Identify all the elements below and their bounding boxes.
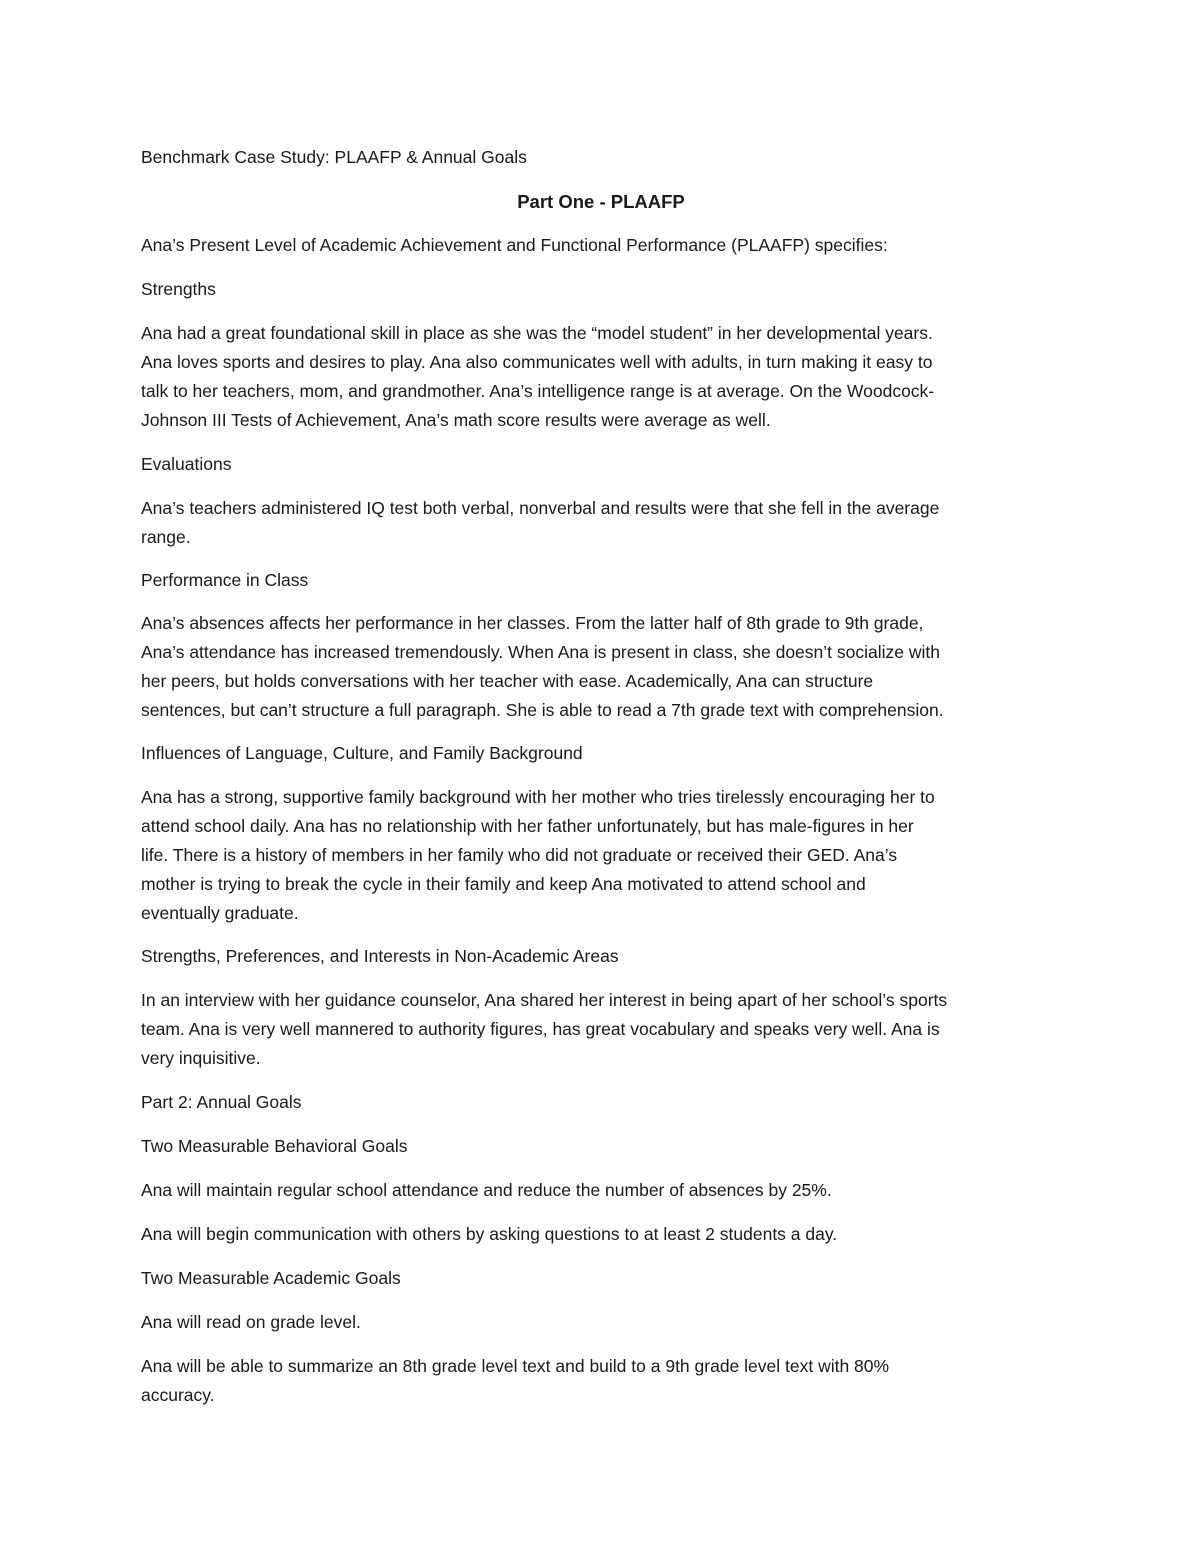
nonacademic-heading: Strengths, Preferences, and Interests in Non-Academic Areas (141, 946, 619, 966)
academic-goal-2 (141, 1352, 1061, 1410)
document-title: Benchmark Case Study: PLAAFP & Annual Goals (141, 147, 527, 167)
paragraph-line: Ana had a great foundational skill in place as she was the “model student” in her developmental years. (141, 323, 933, 343)
evaluations-heading: Evaluations (141, 454, 232, 474)
academic-goal-1: Ana will read on grade level. (141, 1312, 361, 1332)
paragraph-line: life. There is a history of members in her family who did not graduate or received their GED. Ana’s (141, 845, 898, 865)
behavioral-goal-2: Ana will begin communication with others by asking questions to at least 2 students a day. (141, 1224, 838, 1244)
paragraph-line: talk to her teachers, mom, and grandmother. Ana’s intelligence range is at average. On the Woodcock- (141, 381, 935, 401)
part-two-heading: Part 2: Annual Goals (141, 1092, 302, 1112)
document-body (141, 143, 1061, 1410)
paragraph-line: Ana has a strong, supportive family background with her mother who tries tirelessly encouraging her to (141, 787, 935, 807)
performance-heading: Performance in Class (141, 570, 309, 590)
nonacademic-paragraph (141, 986, 1061, 1073)
paragraph-line: mother is trying to break the cycle in their family and keep Ana motivated to attend school and (141, 874, 866, 894)
part-one-heading: Part One - PLAAFP (517, 191, 685, 212)
paragraph-line: range. (141, 527, 191, 547)
intro-paragraph: Ana’s Present Level of Academic Achievement and Functional Performance (PLAAFP) specifies: (141, 235, 888, 255)
paragraph-line: team. Ana is very well mannered to authority figures, has great vocabulary and speaks very well. Ana is (141, 1019, 940, 1039)
paragraph-line: In an interview with her guidance counselor, Ana shared her interest in being apart of her school’s sports (141, 990, 948, 1010)
strengths-paragraph (141, 319, 1061, 435)
evaluations-paragraph (141, 494, 1061, 552)
paragraph-line: her peers, but holds conversations with her teacher with ease. Academically, Ana can structure (141, 671, 874, 691)
performance-paragraph (141, 609, 1061, 725)
paragraph-line: Ana will be able to summarize an 8th grade level text and build to a 9th grade level text with 80% (141, 1356, 890, 1376)
academic-goals-heading: Two Measurable Academic Goals (141, 1268, 401, 1288)
paragraph-line: Ana’s absences affects her performance in her classes. From the latter half of 8th grade to 9th grade, (141, 613, 924, 633)
paragraph-line: accuracy. (141, 1385, 215, 1405)
behavioral-goal-1: Ana will maintain regular school attendance and reduce the number of absences by 25%. (141, 1180, 832, 1200)
paragraph-line: sentences, but can’t structure a full paragraph. She is able to read a 7th grade text with comprehension. (141, 700, 944, 720)
paragraph-line: very inquisitive. (141, 1048, 261, 1068)
paragraph-line: Ana’s attendance has increased tremendously. When Ana is present in class, she doesn’t socialize with (141, 642, 940, 662)
paragraph-line: Ana loves sports and desires to play. Ana also communicates well with adults, in turn making it easy to (141, 352, 933, 372)
paragraph-line: Ana’s teachers administered IQ test both verbal, nonverbal and results were that she fell in the average (141, 498, 940, 518)
influences-paragraph (141, 783, 1061, 928)
behavioral-goals-heading: Two Measurable Behavioral Goals (141, 1136, 408, 1156)
paragraph-line: eventually graduate. (141, 903, 299, 923)
paragraph-line: attend school daily. Ana has no relationship with her father unfortunately, but has male-figures in her (141, 816, 914, 836)
strengths-heading: Strengths (141, 279, 216, 299)
influences-heading: Influences of Language, Culture, and Family Background (141, 743, 583, 763)
paragraph-line: Johnson III Tests of Achievement, Ana’s math score results were average as well. (141, 410, 771, 430)
